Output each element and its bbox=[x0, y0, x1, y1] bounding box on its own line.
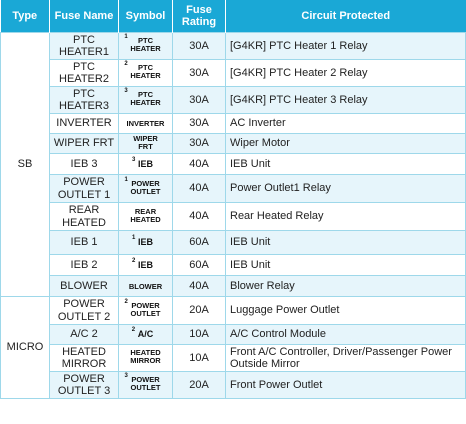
fuse-name-line: HEATER2 bbox=[59, 73, 109, 85]
circuit-protected-cell: [G4KR] PTC Heater 1 Relay bbox=[226, 33, 466, 60]
fuse-name-line: INVERTER bbox=[56, 117, 112, 130]
type-cell-sb: SB bbox=[1, 33, 50, 297]
symbol-line: HEATER bbox=[130, 71, 161, 81]
symbol-cell bbox=[119, 87, 173, 114]
fuse-rating-cell: 60A bbox=[173, 255, 226, 276]
symbol-line: IEB bbox=[137, 259, 153, 270]
symbol-line: HEATED bbox=[130, 348, 161, 358]
circuit-protected-cell: A/C Control Module bbox=[226, 325, 466, 345]
symbol-line: OUTLET bbox=[130, 383, 161, 393]
symbol-line: POWER bbox=[131, 375, 160, 385]
symbol-number: 1 bbox=[124, 176, 128, 183]
table-row bbox=[1, 325, 466, 345]
table-row bbox=[1, 60, 466, 87]
header-circuit-protected: Circuit Protected bbox=[226, 0, 466, 33]
circuit-protected-cell: Rear Heated Relay bbox=[226, 203, 466, 231]
fuse-symbol-label bbox=[131, 235, 153, 248]
fuse-rating-cell: 40A bbox=[173, 154, 226, 175]
symbol-line: HEATED bbox=[130, 214, 161, 224]
table-row bbox=[1, 255, 466, 276]
fuse-name-line: POWER bbox=[63, 176, 105, 188]
fuse-name-cell bbox=[50, 203, 119, 231]
table-row bbox=[1, 231, 466, 255]
symbol-cell bbox=[119, 297, 173, 325]
fuse-rating-cell: 40A bbox=[173, 203, 226, 231]
symbol-line: A/C bbox=[137, 329, 154, 340]
circuit-protected-cell: Power Outlet1 Relay bbox=[226, 175, 466, 203]
fuse-symbol-label bbox=[130, 208, 160, 224]
fuse-name-cell bbox=[50, 33, 119, 60]
symbol-number: 2 bbox=[124, 61, 128, 68]
symbol-cell bbox=[119, 372, 173, 399]
fuse-name-line: IEB 3 bbox=[70, 157, 98, 170]
fuse-symbol-label bbox=[131, 257, 153, 270]
circuit-protected-cell: Front Power Outlet bbox=[226, 372, 466, 399]
symbol-line: POWER bbox=[131, 300, 160, 310]
fuse-name-line: HEATER1 bbox=[59, 46, 109, 58]
symbol-line: REAR bbox=[134, 206, 157, 216]
fuse-name-cell bbox=[50, 345, 119, 372]
symbol-cell bbox=[119, 114, 173, 134]
fuse-name-line: HEATED bbox=[62, 216, 106, 229]
symbol-cell bbox=[119, 154, 173, 175]
fuse-symbol-label bbox=[124, 34, 161, 54]
symbol-number: 3 bbox=[131, 156, 136, 163]
fuse-name-cell bbox=[50, 175, 119, 203]
table-row bbox=[1, 345, 466, 372]
circuit-protected-cell: IEB Unit bbox=[226, 154, 466, 175]
fuse-name-cell bbox=[50, 154, 119, 175]
table-row bbox=[1, 276, 466, 297]
symbol-line: OUTLET bbox=[130, 308, 161, 318]
symbol-cell bbox=[119, 134, 173, 154]
table-row bbox=[1, 372, 466, 399]
symbol-line: IEB bbox=[137, 237, 153, 248]
table-row bbox=[1, 114, 466, 134]
circuit-protected-cell: IEB Unit bbox=[226, 231, 466, 255]
fuse-rating-cell: 10A bbox=[173, 345, 226, 372]
fuse-symbol-label bbox=[124, 373, 161, 393]
symbol-line: BLOWER bbox=[128, 281, 163, 291]
fuse-name-line: REAR bbox=[68, 204, 100, 216]
header-fuse-rating bbox=[173, 0, 226, 33]
circuit-protected-cell: [G4KR] PTC Heater 2 Relay bbox=[226, 60, 466, 87]
circuit-protected-cell: Wiper Motor bbox=[226, 134, 466, 154]
symbol-number: 3 bbox=[124, 88, 128, 95]
fuse-name-cell bbox=[50, 87, 119, 114]
fuse-rating-cell: 40A bbox=[173, 276, 226, 297]
fuse-name-cell bbox=[50, 372, 119, 399]
symbol-line: PTC bbox=[138, 90, 153, 100]
table-row bbox=[1, 175, 466, 203]
fuse-symbol-label bbox=[124, 88, 161, 108]
symbol-number: 2 bbox=[124, 298, 128, 305]
fuse-rating-cell: 30A bbox=[173, 33, 226, 60]
symbol-line: POWER bbox=[131, 178, 160, 188]
symbol-line: OUTLET bbox=[130, 186, 161, 196]
fuse-name-line: OUTLET 3 bbox=[57, 385, 111, 397]
fuse-symbol-label bbox=[130, 349, 160, 365]
header-type: Type bbox=[1, 0, 50, 33]
symbol-line: WIPER bbox=[133, 133, 158, 143]
symbol-number: 2 bbox=[131, 257, 136, 264]
fuse-rating-cell: 40A bbox=[173, 175, 226, 203]
fuse-name-line: A/C 2 bbox=[70, 328, 98, 341]
fuse-name-cell bbox=[50, 134, 119, 154]
table-row bbox=[1, 203, 466, 231]
fuse-name-line: IEB 1 bbox=[70, 236, 98, 249]
fuse-symbol-label bbox=[129, 283, 162, 291]
fuse-name-line: OUTLET 2 bbox=[57, 310, 111, 323]
fuse-rating-cell: 10A bbox=[173, 325, 226, 345]
type-cell-micro: MICRO bbox=[1, 297, 50, 399]
fuse-symbol-label bbox=[127, 120, 165, 128]
fuse-name-line: BLOWER bbox=[60, 279, 108, 292]
symbol-cell bbox=[119, 175, 173, 203]
symbol-line: PTC bbox=[138, 36, 153, 46]
fuse-rating-cell: 30A bbox=[173, 114, 226, 134]
header-rating-line1: Fuse bbox=[186, 4, 212, 16]
fuse-name-line: POWER bbox=[63, 298, 105, 310]
circuit-protected-cell: Front A/C Controller, Driver/Passenger Power Outside Mirror bbox=[226, 345, 466, 372]
symbol-line: HEATER bbox=[130, 44, 161, 54]
fuse-name-cell bbox=[50, 276, 119, 297]
fuse-symbol-label bbox=[124, 176, 161, 196]
table-row bbox=[1, 297, 466, 325]
fuse-name-line: IEB 2 bbox=[70, 258, 98, 271]
symbol-line: PTC bbox=[138, 63, 153, 73]
fuse-name-line: WIPER FRT bbox=[53, 137, 115, 150]
fuse-name-line: HEATED bbox=[62, 345, 106, 358]
fuse-symbol-label bbox=[133, 135, 158, 151]
fuse-rating-cell: 20A bbox=[173, 372, 226, 399]
fuse-name-line: OUTLET 1 bbox=[57, 188, 111, 201]
header-row bbox=[1, 0, 466, 33]
symbol-cell bbox=[119, 33, 173, 60]
circuit-protected-cell: IEB Unit bbox=[226, 255, 466, 276]
symbol-number: 3 bbox=[124, 373, 128, 380]
fuse-symbol-label bbox=[124, 61, 161, 81]
header-rating-line2: Rating bbox=[181, 16, 217, 28]
table-row bbox=[1, 33, 466, 60]
symbol-line: MIRROR bbox=[130, 356, 161, 366]
fuse-rating-cell: 20A bbox=[173, 297, 226, 325]
symbol-number: 1 bbox=[131, 235, 136, 242]
fuse-name-line: MIRROR bbox=[61, 358, 107, 370]
table-row bbox=[1, 134, 466, 154]
fuse-name-line: POWER bbox=[63, 372, 105, 385]
fuse-rating-cell: 60A bbox=[173, 231, 226, 255]
header-fuse-name: Fuse Name bbox=[50, 0, 119, 33]
symbol-number: 1 bbox=[124, 34, 128, 41]
symbol-cell bbox=[119, 60, 173, 87]
fuse-symbol-label bbox=[131, 327, 154, 340]
fuse-rating-cell: 30A bbox=[173, 87, 226, 114]
fuse-rating-cell: 30A bbox=[173, 60, 226, 87]
circuit-protected-cell: Luggage Power Outlet bbox=[226, 297, 466, 325]
symbol-number: 2 bbox=[131, 327, 136, 334]
fuse-name-cell bbox=[50, 325, 119, 345]
fuse-name-cell bbox=[50, 60, 119, 87]
fuse-rating-cell: 30A bbox=[173, 134, 226, 154]
symbol-cell bbox=[119, 203, 173, 231]
fuse-name-cell bbox=[50, 114, 119, 134]
symbol-line: FRT bbox=[138, 141, 153, 151]
circuit-protected-cell: [G4KR] PTC Heater 3 Relay bbox=[226, 87, 466, 114]
fuse-name-line: PTC bbox=[73, 33, 95, 46]
circuit-protected-cell: Blower Relay bbox=[226, 276, 466, 297]
fuse-name-cell bbox=[50, 297, 119, 325]
symbol-cell bbox=[119, 276, 173, 297]
table-row bbox=[1, 154, 466, 175]
symbol-cell bbox=[119, 231, 173, 255]
fuse-symbol-label bbox=[131, 156, 153, 169]
symbol-cell bbox=[119, 255, 173, 276]
header-symbol: Symbol bbox=[119, 0, 173, 33]
fuse-name-cell bbox=[50, 255, 119, 276]
symbol-line: HEATER bbox=[130, 98, 161, 108]
fuse-name-line: PTC bbox=[73, 60, 95, 73]
fuse-name-line: PTC bbox=[73, 87, 95, 100]
table-row bbox=[1, 87, 466, 114]
fuse-symbol-label bbox=[124, 298, 161, 318]
symbol-cell bbox=[119, 345, 173, 372]
fuse-name-cell bbox=[50, 231, 119, 255]
circuit-protected-cell: AC Inverter bbox=[226, 114, 466, 134]
fuse-name-line: HEATER3 bbox=[59, 100, 109, 112]
symbol-cell bbox=[119, 325, 173, 345]
symbol-line: IEB bbox=[137, 158, 153, 169]
symbol-line: INVERTER bbox=[126, 119, 165, 129]
